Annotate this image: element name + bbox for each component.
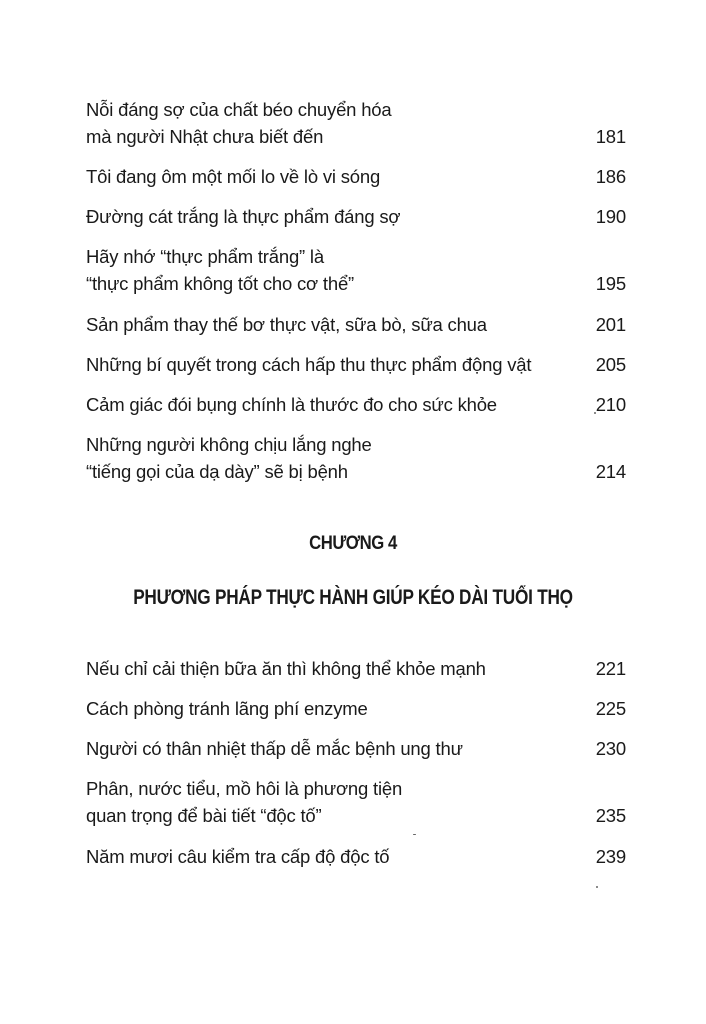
toc-entry xyxy=(86,203,626,230)
toc-entry xyxy=(86,775,626,829)
toc-entry-title-line: Người có thân nhiệt thấp dễ mắc bệnh ung thư xyxy=(86,738,463,759)
toc-entry-title-line: “tiếng gọi của dạ dày” sẽ bị bệnh xyxy=(86,461,348,482)
toc-entry-title-line: Cảm giác đói bụng chính là thước đo cho sức khỏe xyxy=(86,394,497,415)
toc-page-number: 186 xyxy=(595,166,626,187)
toc-entry xyxy=(86,843,626,870)
toc-page-number: 225 xyxy=(595,698,626,719)
toc-entry-title-line: quan trọng để bài tiết “độc tố” xyxy=(86,805,322,826)
toc-page-number: 230 xyxy=(595,738,626,759)
toc-entry xyxy=(86,96,626,150)
toc-entry xyxy=(86,431,626,485)
toc-page-number: 205 xyxy=(595,354,626,375)
scan-speck xyxy=(413,834,416,835)
toc-entry-title-line: Những bí quyết trong cách hấp thu thực phẩm động vật xyxy=(86,354,532,375)
toc-page-number: 181 xyxy=(595,126,626,147)
toc-entry-title-line: Nỗi đáng sợ của chất béo chuyển hóa xyxy=(86,99,392,120)
toc-entry xyxy=(86,695,626,722)
chapter-label: CHƯƠNG 4 xyxy=(309,533,397,554)
toc-entry-title-line: Phân, nước tiểu, mồ hôi là phương tiện xyxy=(86,778,403,799)
toc-entry xyxy=(86,351,626,378)
toc-entry-title-line: Những người không chịu lắng nghe xyxy=(86,434,372,455)
toc-entry-title-line: Năm mươi câu kiểm tra cấp độ độc tố xyxy=(86,846,390,867)
scan-speck xyxy=(596,886,598,888)
toc-page-number: 221 xyxy=(595,658,626,679)
toc-entry-title-line: Nếu chỉ cải thiện bữa ăn thì không thể khỏe mạnh xyxy=(86,658,486,679)
toc-entry xyxy=(86,311,626,338)
toc-page-number: 235 xyxy=(595,805,626,826)
toc-entry xyxy=(86,163,626,190)
toc-entry-title-line: Hãy nhớ “thực phẩm trắng” là xyxy=(86,246,324,267)
toc-entry-title-line: mà người Nhật chưa biết đến xyxy=(86,126,324,147)
toc-entry xyxy=(86,391,626,418)
toc-page-number: 195 xyxy=(595,273,626,294)
chapter-title: PHƯƠNG PHÁP THỰC HÀNH GIÚP KÉO DÀI TUỔI THỌ xyxy=(133,586,573,609)
toc-page-number: 190 xyxy=(595,206,626,227)
toc-entry-title-line: Tôi đang ôm một mối lo về lò vi sóng xyxy=(86,166,381,187)
toc-page-number: 214 xyxy=(595,461,626,482)
toc-entry xyxy=(86,655,626,682)
toc-page-number: 239 xyxy=(595,846,626,867)
toc-page-number: 201 xyxy=(595,314,626,335)
toc-entry xyxy=(86,735,626,762)
toc-entry-title-line: “thực phẩm không tốt cho cơ thể” xyxy=(86,273,355,294)
toc-entry-title-line: Cách phòng tránh lãng phí enzyme xyxy=(86,698,368,719)
toc-page-number: 210 xyxy=(595,394,626,415)
toc-entry xyxy=(86,243,626,297)
scan-speck xyxy=(594,412,596,414)
toc-entry-title-line: Sản phẩm thay thế bơ thực vật, sữa bò, sữa chua xyxy=(86,314,487,335)
toc-entry-title-line: Đường cát trắng là thực phẩm đáng sợ xyxy=(86,206,401,227)
